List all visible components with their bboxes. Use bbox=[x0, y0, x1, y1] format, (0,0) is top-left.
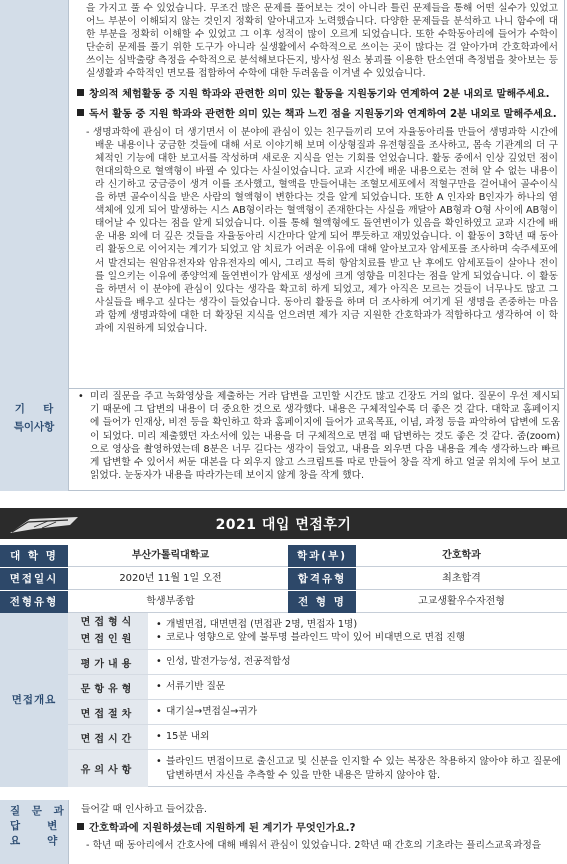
overview-row-notes bbox=[68, 749, 567, 787]
review-banner bbox=[0, 508, 567, 539]
bullet-icon: • bbox=[78, 391, 84, 402]
notes-label: 유의사항 bbox=[68, 750, 148, 787]
overview-row-eval bbox=[68, 649, 567, 674]
qa-intro: 들어갈 때 인사하고 들어갔음. bbox=[81, 804, 208, 815]
univ-label: 대 학 명 bbox=[0, 545, 68, 567]
type-value: 학생부종합 bbox=[146, 596, 195, 607]
qtype-values bbox=[148, 675, 567, 699]
list-item: • 인성, 발전가능성, 전공적합성 bbox=[156, 655, 561, 669]
list-item: • 코로나 영향으로 앞에 불투명 블라인드 막이 있어 비대면으로 면접 진행 bbox=[156, 631, 561, 645]
question-reading-activity: 독서 활동 중 지원 학과와 관련한 의미 있는 책과 느낀 점을 지원동기와 연계하여 2분 내외로 말해주세요. bbox=[69, 101, 564, 121]
square-bullet-icon bbox=[77, 109, 84, 116]
qa-label: 질 문 과 답 변 요 약 bbox=[0, 800, 68, 864]
overview-label: 면접개요 bbox=[0, 613, 68, 787]
divider bbox=[69, 388, 564, 389]
interview-overview bbox=[0, 613, 567, 787]
prev-section-body bbox=[68, 0, 565, 491]
eval-values bbox=[148, 650, 567, 674]
prev-section-sidebar bbox=[0, 0, 68, 491]
etc-label: 기 타 특이사항 bbox=[13, 403, 55, 433]
overview-row-time bbox=[68, 724, 567, 749]
info-row-date bbox=[0, 568, 567, 590]
track-label: 전 형 명 bbox=[288, 591, 356, 613]
answer-paragraph-reading: - 생명과학에 관심이 더 생기면서 이 분야에 관심이 있는 친구들끼리 모여 자율동아리를 만들어 생명과학 시간에 배운 내용이나 궁금한 것들에 대해 서로 이야기해 보며 이상형질과 유전형질을 조사하고, 몸속 기관계의 더 구체적인 기능에 대한 보고서를 작성하며 새로운 지식을 얻는 기회를 얻었습니다. 활동 중에서 인상 깊었던 점이 현대의학으로 혈액형이 바뀔 수 있다는 사실이었습니다. 교과 시간에 배운 내용으로는 전혀 알 수 없는 내용이라 신기하고 궁금증이 생겨 이를 조사했고, 혈액을 만들어내는 조혈모세포에서 적혈구만을 걸어내어 골수이식을 하면 골수이식을 받은 사람의 혈액형이 변한다는 것을 알게 되었습니다. 또한 A 인자와 B인자가 하나의 염색체에 있게 되어 발생하는 시스 AB형이라는 혈액형이 존재한다는 사실을 깨달아 AB형과 O형 사이에 AB형이 태어날 수 있다는 점을 알게 되었습니다. 이를 통해 혈액형에도 돌연변이가 있음을 확인하였고 교과 시간에 배운 내용 외에 더 깊은 것들을 자율동아리 시간마다 알게 되어 뿌듯하고 재밌었습니다. 이 활동이 3학년 때 동아리 활동으로 이어지는 계기가 되었고 암 치료가 어려운 이유에 대해 알아보고자 암세포를 조사하며 숙주세포에서 발견되는 원암유전자와 암유전자의 예시, 그리고 특히 항암치료를 받고 난 후에도 암세포들이 살아나 전이를 일으키는 이유에 종양억제 돌연변이가 암세포 생성에 크게 영향을 미친다는 점을 알게 되었습니다. 이 활동을 하면서 이 분야에 관심이 있다는 생각을 확고히 하게 되었고, 제가 아직은 모르는 것들이 너무나도 많고 그 사실들을 배우고 싶다는 생각이 들었습니다. 동아리 활동을 하며 더 조사하게 여기게 된 생명을 존중하는 마음과 함께 생명과학에 대한 더 확장된 지식을 얻으려면 제가 지금 지원한 간호학과가 적합하다고 생각하여 이 학과에 지원하게 되었습니다. bbox=[86, 126, 558, 334]
dept-value: 간호학과 bbox=[442, 550, 481, 561]
date-value: 2020년 11월 1일 오전 bbox=[119, 573, 222, 584]
qa-question: 간호학과에 지원하셨는데 지원하게 된 계기가 무엇인가요.? bbox=[69, 816, 565, 835]
overview-row-format bbox=[68, 613, 567, 649]
list-item: • 블라인드 면접이므로 출신고교 및 신분을 인지할 수 있는 복장은 착용하지 않아야 하고 질문에 답변하면서 자신을 추측할 수 있을 만한 내용은 말하지 않아야 함. bbox=[156, 755, 561, 782]
qa-summary bbox=[0, 800, 567, 864]
time-label: 면접시간 bbox=[68, 725, 148, 749]
notes-values bbox=[148, 750, 567, 787]
banner-title: 2021 대입 면접후기 bbox=[215, 517, 352, 533]
question-creative-activity: 창의적 체험활동 중 지원 학과와 관련한 의미 있는 활동을 지원동기와 연계하여 2분 내외로 말해주세요. bbox=[69, 81, 564, 101]
qa-body bbox=[68, 800, 565, 864]
info-row-univ bbox=[0, 545, 567, 567]
eval-label: 평가내용 bbox=[68, 650, 148, 674]
procedure-values bbox=[148, 700, 567, 724]
procedure-label: 면접절차 bbox=[68, 700, 148, 724]
type-label: 전형유형 bbox=[0, 591, 68, 613]
list-item: • 개별면접, 대면면접 (면접관 2명, 면접자 1명) bbox=[156, 618, 561, 632]
dept-label: 학과(부) bbox=[288, 545, 356, 567]
list-item: • 서류기반 질문 bbox=[156, 680, 561, 694]
track-value: 고교생활우수자전형 bbox=[418, 596, 505, 607]
date-label: 면접일시 bbox=[0, 568, 68, 590]
format-values bbox=[148, 613, 567, 649]
info-row-type bbox=[0, 591, 567, 613]
overview-row-qtype bbox=[68, 674, 567, 699]
pass-value: 최초합격 bbox=[442, 573, 481, 584]
etc-notes: • 미리 질문을 주고 녹화영상을 제출하는 거라 답변을 고민할 시간도 많고 긴장도 거의 없다. 질문이 우선 제시되기 때문에 그 답변의 내용이 더 중요한 것으로 생각했다. 내용은 구체적일수록 더 좋은 것 같다. 대학교 홈페이지에 들어가 인재상, 비전 등을 확인하고 학과 홈페이지에 들어가 교육목표, 이념, 과정 등을 파악하여 답변에 도움이 되었다. 미리 제출했던 자소서에 있는 내용을 더 구체적으로 면접 때 답변하는 것도 좋은 것 같다. 줌(zoom)으로 영상을 촬영하였는데 8분은 너무 길다는 생각이 들었고, 내용을 외우면 다음 내용을 계속 생각하느라 빠르게 답변할 수 있어서 써둔 대본을 다 외우지 않고 스크립트를 따로 만들어 창을 작게 하고 얼굴 위치에 두어 보고 읽었다. 눈동자가 내용을 따라가는데 보이지 않게 창을 작게 했다. bbox=[78, 391, 560, 482]
list-item: • 15분 내외 bbox=[156, 730, 561, 744]
time-values bbox=[148, 725, 567, 749]
qtype-label: 문항유형 bbox=[68, 675, 148, 699]
overview-row-procedure bbox=[68, 699, 567, 724]
square-bullet-icon bbox=[77, 89, 84, 96]
list-item: • 대기실→면접실→귀가 bbox=[156, 705, 561, 719]
format-label: 면접형식 면접인원 bbox=[68, 613, 148, 649]
univ-value: 부산가톨릭대학교 bbox=[131, 550, 210, 561]
answer-paragraph-math: 을 가지고 풀 수 있었습니다. 무조건 많은 문제를 풀어보는 것이 아니라 틀린 문제들을 통해 어떤 실수가 있었고 어느 부분이 이해되지 않는 것인지 정확히 알아내고자 노력했습니다. 다양한 문제들을 분석하고 나니 함수에 대한 부분을 정확히 이해할 수 있었고 그 이후 성적이 많이 오르게 되었습니다. 또한 수학동아리에 들어가 수학이 단순히 문제를 풀기 위한 도구가 아니라 실생활에서 수학적으로 쓰이는 곳이 많다는 걸 알아가며 간호학과에서 쓰이는 심박출량 측정을 수학적으로 분석해보다든지, 방사성 원소 붕괴를 이용한 탄소연대 측정법을 찾아보는 등 실생활과 수학적인 면모를 접합하여 수학에 대한 두려움을 이겨낼 수 있었습니다. bbox=[86, 3, 558, 80]
square-bullet-icon bbox=[77, 823, 84, 830]
pass-label: 합격유형 bbox=[288, 568, 356, 590]
qa-answer: - 학년 때 동아리에서 간호사에 대해 배워서 관심이 있었습니다. 2학년 때 간호의 기초라는 플리스교육과정을 bbox=[86, 840, 542, 851]
